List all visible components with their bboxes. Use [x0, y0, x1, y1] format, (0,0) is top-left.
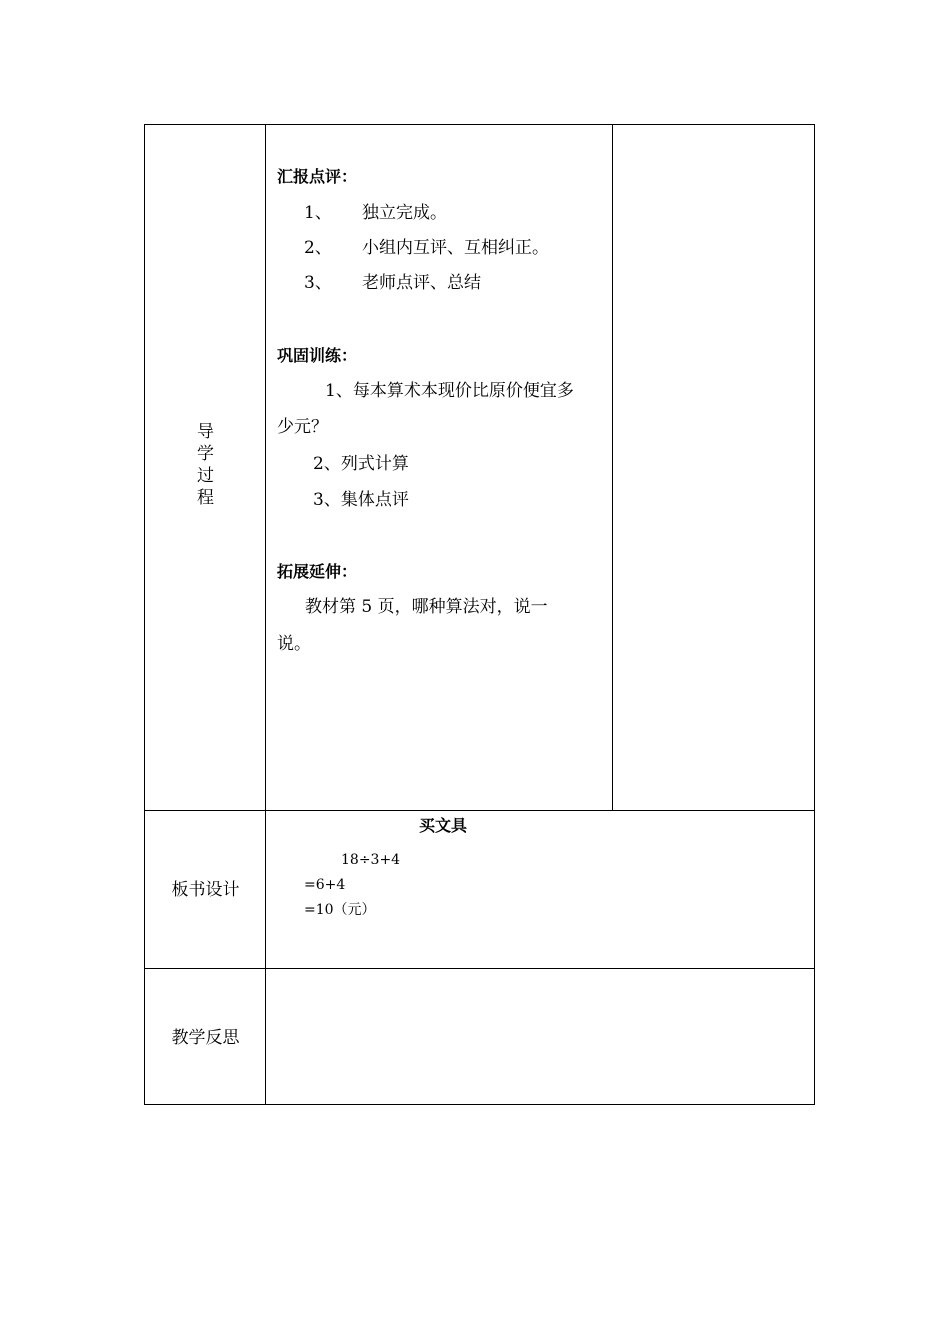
process-label — [145, 421, 266, 509]
lesson-table — [144, 124, 815, 1105]
practice-heading: 巩固训练： — [277, 346, 358, 365]
practice-item-3: 3、集体点评 — [313, 490, 409, 510]
board-title: 买文具 — [419, 816, 468, 835]
report-item-num: 2、 — [304, 238, 332, 258]
report-item-num: 3、 — [304, 273, 332, 293]
column-divider-right — [612, 125, 613, 811]
report-item-text: 小组内互评、互相纠正。 — [362, 238, 549, 258]
board-line: =10（元） — [304, 902, 376, 918]
practice-item-1-line-2: 少元？ — [277, 417, 328, 437]
practice-item-2: 2、列式计算 — [313, 454, 409, 474]
extend-line-1: 教材第 5 页，哪种算法对，说一 — [305, 597, 548, 617]
process-label-char: 导 — [197, 422, 214, 442]
practice-item-1-line-1: 1、每本算术本现价比原价便宜多 — [325, 381, 574, 401]
board-label: 板书设计 — [171, 880, 240, 900]
report-heading: 汇报点评： — [277, 167, 358, 186]
column-divider-left — [265, 125, 266, 1104]
report-item-text: 独立完成。 — [362, 203, 447, 223]
extend-line-2: 说。 — [277, 634, 311, 654]
process-label-char: 过 — [197, 466, 214, 486]
extend-heading: 拓展延伸： — [277, 562, 358, 581]
board-line: 18÷3+4 — [341, 852, 401, 868]
report-item-text: 老师点评、总结 — [362, 273, 481, 293]
report-item-num: 1、 — [304, 203, 332, 223]
process-label-char: 程 — [197, 488, 214, 508]
process-label-char: 学 — [197, 444, 214, 464]
row-divider-2 — [145, 968, 814, 969]
board-line: =6+4 — [304, 877, 346, 893]
reflection-label: 教学反思 — [171, 1028, 240, 1048]
row-divider-1 — [145, 810, 814, 811]
